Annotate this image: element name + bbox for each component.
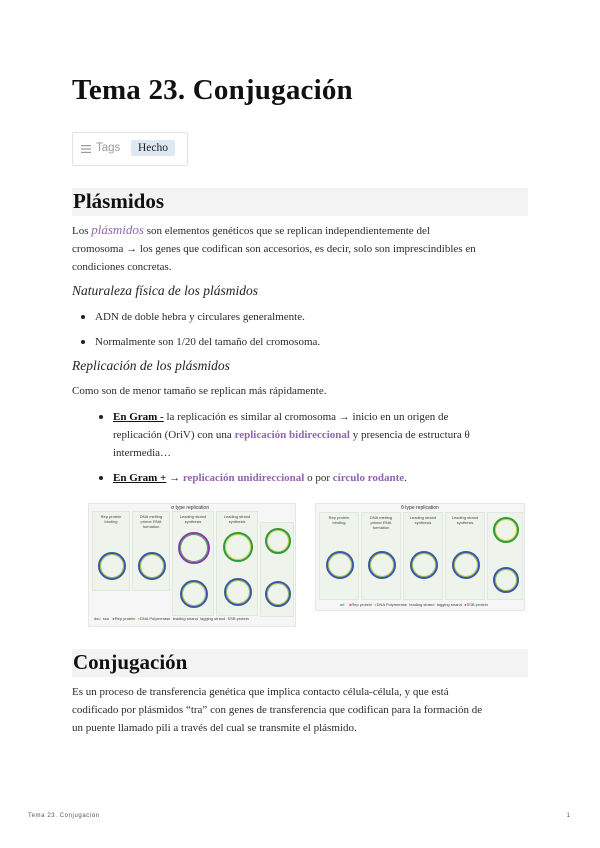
conjugacion-paragraph: Es un proceso de transferencia genética que implica contacto célula-célula, y que está codificado por plásmidos “tra” con genes de transferencia que codifican para la formación de un puente llamado pili a través del cual se transmite el plásmido. <box>72 686 483 734</box>
tags-label: Tags <box>96 142 121 154</box>
figure-theta-replication: θ type replication Rep protein binding DNA melting primer RNA formation Leading strand synthesis Leading strand synthesis ori ●Rep protein ●DNA Polymerase leading strand lagging strand ●SSB protein <box>315 503 525 611</box>
list-item: Normalmente son 1/20 del tamaño del cromosoma. <box>95 333 511 351</box>
panel: Leading strand synthesis <box>216 511 258 616</box>
panel: Leading strand synthesis <box>445 512 485 600</box>
panel: Rep protein binding <box>319 512 359 600</box>
list-item-gram-neg: En Gram - la replicación es similar al cromosoma → inicio en un origen de replicación (OriV) con una replicación bidireccional y presencia de estructura θ intermedia… <box>113 408 529 462</box>
page-title: Tema 23. Conjugación <box>72 74 353 106</box>
list-item-gram-pos: En Gram + → replicación unidireccional o por círculo rodante. <box>113 469 529 487</box>
section-heading-conjugacion: Conjugación <box>72 649 528 677</box>
panel: DNA melting primer RNA formation <box>132 511 170 591</box>
panel <box>487 512 523 600</box>
panel: Leading strand synthesis <box>172 511 214 616</box>
intro-paragraph: Los plásmidos son elementos genéticos que se replican independientemente del cromosoma → los genes que codifican son accesorios, es decir, solo son imprescindibles en condiciones concretas. <box>72 222 476 273</box>
tag-chip[interactable]: Hecho <box>131 140 175 156</box>
panel: Leading strand synthesis <box>403 512 443 600</box>
panel: Rep protein binding <box>92 511 130 591</box>
highlight-plasmidos: plásmidos <box>91 222 144 237</box>
subheading-replicacion: Replicación de los plásmidos <box>72 358 230 373</box>
panel <box>260 522 294 617</box>
section-heading-plasmidos: Plásmidos <box>72 188 528 216</box>
figure-legend: ori ●Rep protein ●DNA Polymerase leading strand lagging strand ●SSB protein <box>340 602 488 607</box>
figure-sigma-replication: σ type replication Rep protein binding DNA melting primer RNA formation Leading strand synthesis Leading strand synthesis dso sso ●Rep protein ●DNA Polymerase leading strand lagging strand SSB protein <box>88 503 296 627</box>
list-item: ADN de doble hebra y circulares generalmente. <box>95 308 511 326</box>
subheading-naturaleza: Naturaleza física de los plásmidos <box>72 283 259 298</box>
properties-box[interactable] <box>72 132 188 166</box>
page-number: 1 <box>566 813 570 819</box>
footer-title: Tema 23. Conjugación <box>28 813 100 819</box>
list-icon <box>81 144 91 154</box>
figure-legend: dso sso ●Rep protein ●DNA Polymerase leading strand lagging strand SSB protein <box>94 616 249 621</box>
replicacion-text: Como son de menor tamaño se replican más rápidamente. <box>72 385 327 397</box>
panel: DNA melting primer RNA formation <box>361 512 401 600</box>
